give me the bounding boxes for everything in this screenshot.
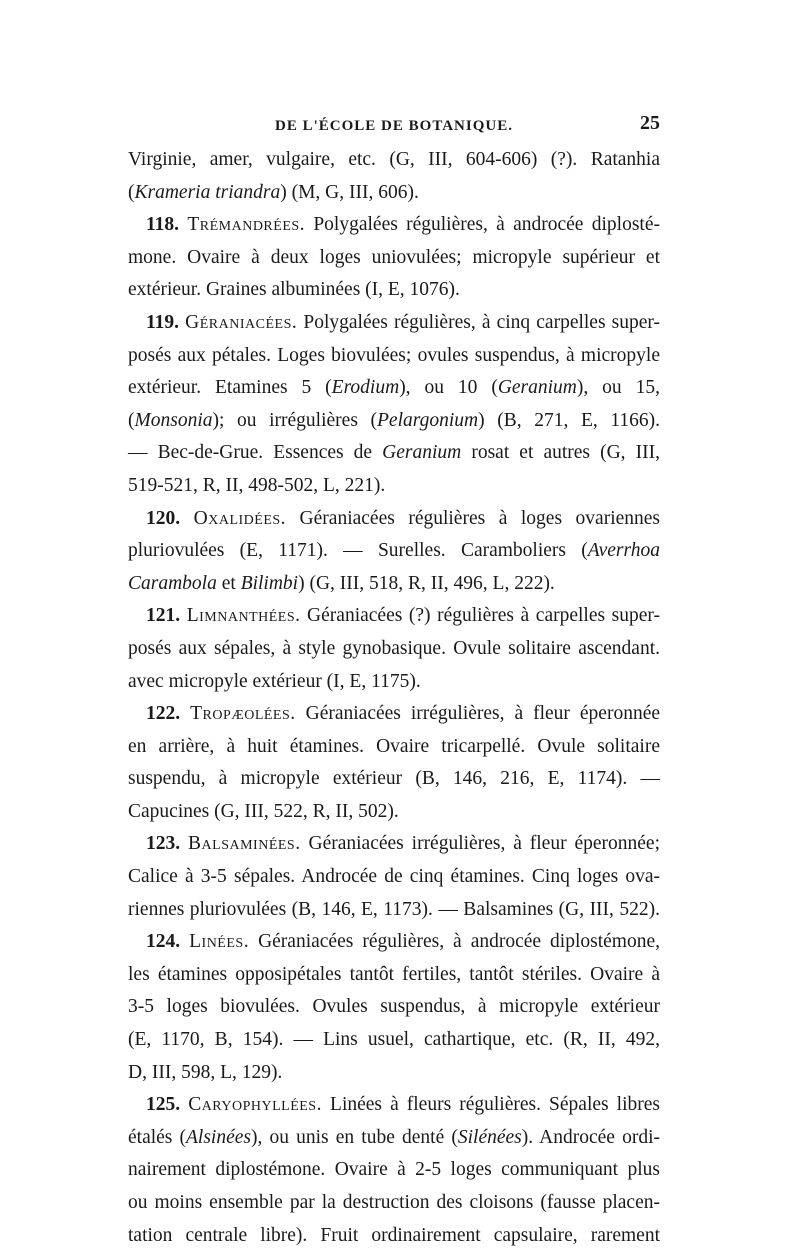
text-segment: ), ou 10 (	[399, 377, 498, 399]
text-segment: pluriovulées (E, 1171). — Surelles. Caramboliers (	[128, 540, 588, 562]
text-segment: et	[216, 572, 241, 594]
section-number: 120.	[146, 507, 194, 529]
text-line	[128, 307, 660, 340]
italic-term: Pelargonium	[377, 409, 479, 431]
italic-term: Erodium	[331, 377, 400, 399]
text-segment: rosat et autres (G, III,	[461, 442, 660, 464]
text-segment: Géraniacées irrégulières, à fleur éperonnée;	[300, 833, 661, 855]
text-segment: Linées à fleurs régulières. Sépales libres	[321, 1094, 660, 1116]
italic-term: Bilimbi	[240, 572, 299, 594]
text-line	[128, 959, 660, 992]
italic-term: Averrhoa	[587, 540, 660, 562]
text-line	[128, 1220, 660, 1252]
text-line	[128, 796, 660, 829]
text-segment: ) (B, 271, E, 1166).	[478, 409, 660, 431]
text-segment: posés aux pétales. Loges biovulées; ovules suspendus, à micropyle	[128, 344, 660, 366]
text-segment: nairement diplostémone. Ovaire à 2-5 loges communiquant plus	[128, 1159, 660, 1181]
text-line	[128, 763, 660, 796]
section-number: 125.	[146, 1094, 189, 1116]
text-line	[128, 340, 660, 373]
text-line	[128, 633, 660, 666]
text-segment: ), ou 15,	[576, 377, 660, 399]
text-segment: avec micropyle extérieur (I, E, 1175).	[128, 670, 421, 692]
text-line	[128, 503, 660, 536]
family-name: Balsaminées.	[188, 833, 301, 855]
text-line	[128, 470, 660, 503]
text-segment: mone. Ovaire à deux loges uniovulées; micropyle supérieur et	[128, 246, 660, 268]
family-name: Linées.	[189, 931, 250, 953]
text-segment: (	[128, 409, 135, 431]
text-segment: Virginie, amer, vulgaire, etc. (G, III, 604-606) (?). Ratanhia	[128, 149, 660, 170]
family-name: Oxalidées.	[193, 507, 287, 529]
text-segment: Capucines (G, III, 522, R, II, 502).	[128, 800, 399, 822]
text-line	[128, 1024, 660, 1057]
running-title: DE L'ÉCOLE DE BOTANIQUE.	[275, 118, 513, 134]
text-segment: extérieur. Etamines 5 (	[128, 377, 332, 399]
family-name: Caryophyllées.	[188, 1094, 322, 1116]
family-name: Limnanthées.	[186, 605, 301, 627]
text-segment: posés aux sépales, à style gynobasique. Ovule solitaire ascendant.	[128, 637, 660, 659]
section-number: 122.	[146, 703, 191, 725]
italic-term: Geranium	[382, 442, 462, 464]
text-segment: en arrière, à huit étamines. Ovaire tricarpellé. Ovule solitaire	[128, 735, 660, 757]
family-name: Trémandrées.	[187, 214, 306, 236]
section-number: 121.	[146, 605, 187, 627]
text-line	[128, 568, 660, 601]
text-segment: extérieur. Graines albuminées (I, E, 1076).	[128, 279, 460, 301]
italic-term: Silénées	[457, 1126, 522, 1148]
text-line	[128, 828, 660, 861]
text-segment: Géraniacées irrégulières, à fleur éperonnée	[295, 703, 661, 725]
page-header	[128, 112, 660, 138]
text-segment: Calice à 3-5 sépales. Androcée de cinq étamines. Cinq loges ova-	[128, 866, 660, 888]
text-line	[128, 209, 660, 242]
text-segment: ou moins ensemble par la destruction des cloisons (fausse placen-	[128, 1192, 660, 1213]
italic-term: Krameria triandra	[134, 181, 281, 203]
text-line	[128, 894, 660, 927]
text-line	[128, 1187, 660, 1220]
section-number: 124.	[146, 931, 190, 953]
family-name: Géraniacées.	[185, 311, 298, 333]
text-segment: Géraniacées régulières à loges ovariennes	[286, 507, 661, 529]
text-line	[128, 242, 660, 275]
text-segment: 3-5 loges biovulées. Ovules suspendus, à micropyle extérieur	[128, 996, 660, 1018]
text-line	[128, 177, 660, 210]
text-segment: ) (G, III, 518, R, II, 496, L, 222).	[298, 572, 555, 594]
text-segment: (	[128, 181, 135, 203]
text-segment: les étamines opposipétales tantôt fertiles, tantôt stériles. Ovaire à	[128, 963, 660, 985]
italic-term: Carambola	[128, 572, 217, 594]
text-line	[128, 372, 660, 405]
section-number: 118.	[146, 214, 188, 236]
text-line	[128, 437, 660, 470]
section-number: 119.	[146, 311, 186, 333]
text-segment: suspendu, à micropyle extérieur (B, 146, 216, E, 1174). —	[128, 768, 660, 790]
text-segment: D, III, 598, L, 129).	[128, 1061, 283, 1083]
text-segment: Géraniacées (?) régulières à carpelles super-	[300, 605, 660, 627]
text-segment: — Bec-de-Grue. Essences de	[128, 442, 383, 464]
text-segment: ); ou irrégulières (	[212, 409, 378, 431]
body-text	[128, 144, 660, 1252]
text-line	[128, 1154, 660, 1187]
text-segment: ) (M, G, III, 606).	[280, 181, 419, 203]
text-line	[128, 861, 660, 894]
italic-term: Monsonia	[134, 409, 213, 431]
italic-term: Alsinées	[186, 1126, 251, 1148]
text-line	[128, 1057, 660, 1090]
text-segment: ). Androcée ordi-	[521, 1126, 660, 1148]
text-segment: tation centrale libre). Fruit ordinairement capsulaire, rarement	[128, 1224, 660, 1246]
text-line	[128, 926, 660, 959]
text-line	[128, 600, 660, 633]
text-line	[128, 144, 660, 177]
text-segment: Polygalées régulières, à androcée diplosté-	[305, 214, 660, 236]
text-line	[128, 274, 660, 307]
text-line	[128, 535, 660, 568]
text-line	[128, 991, 660, 1024]
text-line	[128, 666, 660, 699]
page-number: 25	[640, 112, 660, 134]
text-segment: riennes pluriovulées (B, 146, E, 1173). — Balsamines (G, III, 522).	[128, 898, 660, 920]
text-segment: 519-521, R, II, 498-502, L, 221).	[128, 474, 386, 496]
italic-term: Geranium	[497, 377, 577, 399]
section-number: 123.	[146, 833, 189, 855]
text-segment: Géraniacées régulières, à androcée diplostémone,	[249, 931, 661, 953]
text-segment: étalés (	[128, 1126, 187, 1148]
text-line	[128, 1122, 660, 1155]
family-name: Tropæolées.	[190, 703, 296, 725]
text-line	[128, 698, 660, 731]
text-segment: ), ou unis en tube denté (	[251, 1126, 458, 1148]
text-segment: (E, 1170, B, 154). — Lins usuel, cathartique, etc. (R, II, 492,	[128, 1029, 660, 1051]
text-line	[128, 731, 660, 764]
text-line	[128, 405, 660, 438]
text-segment: Polygalées régulières, à cinq carpelles super-	[297, 311, 660, 333]
text-line	[128, 1089, 660, 1122]
